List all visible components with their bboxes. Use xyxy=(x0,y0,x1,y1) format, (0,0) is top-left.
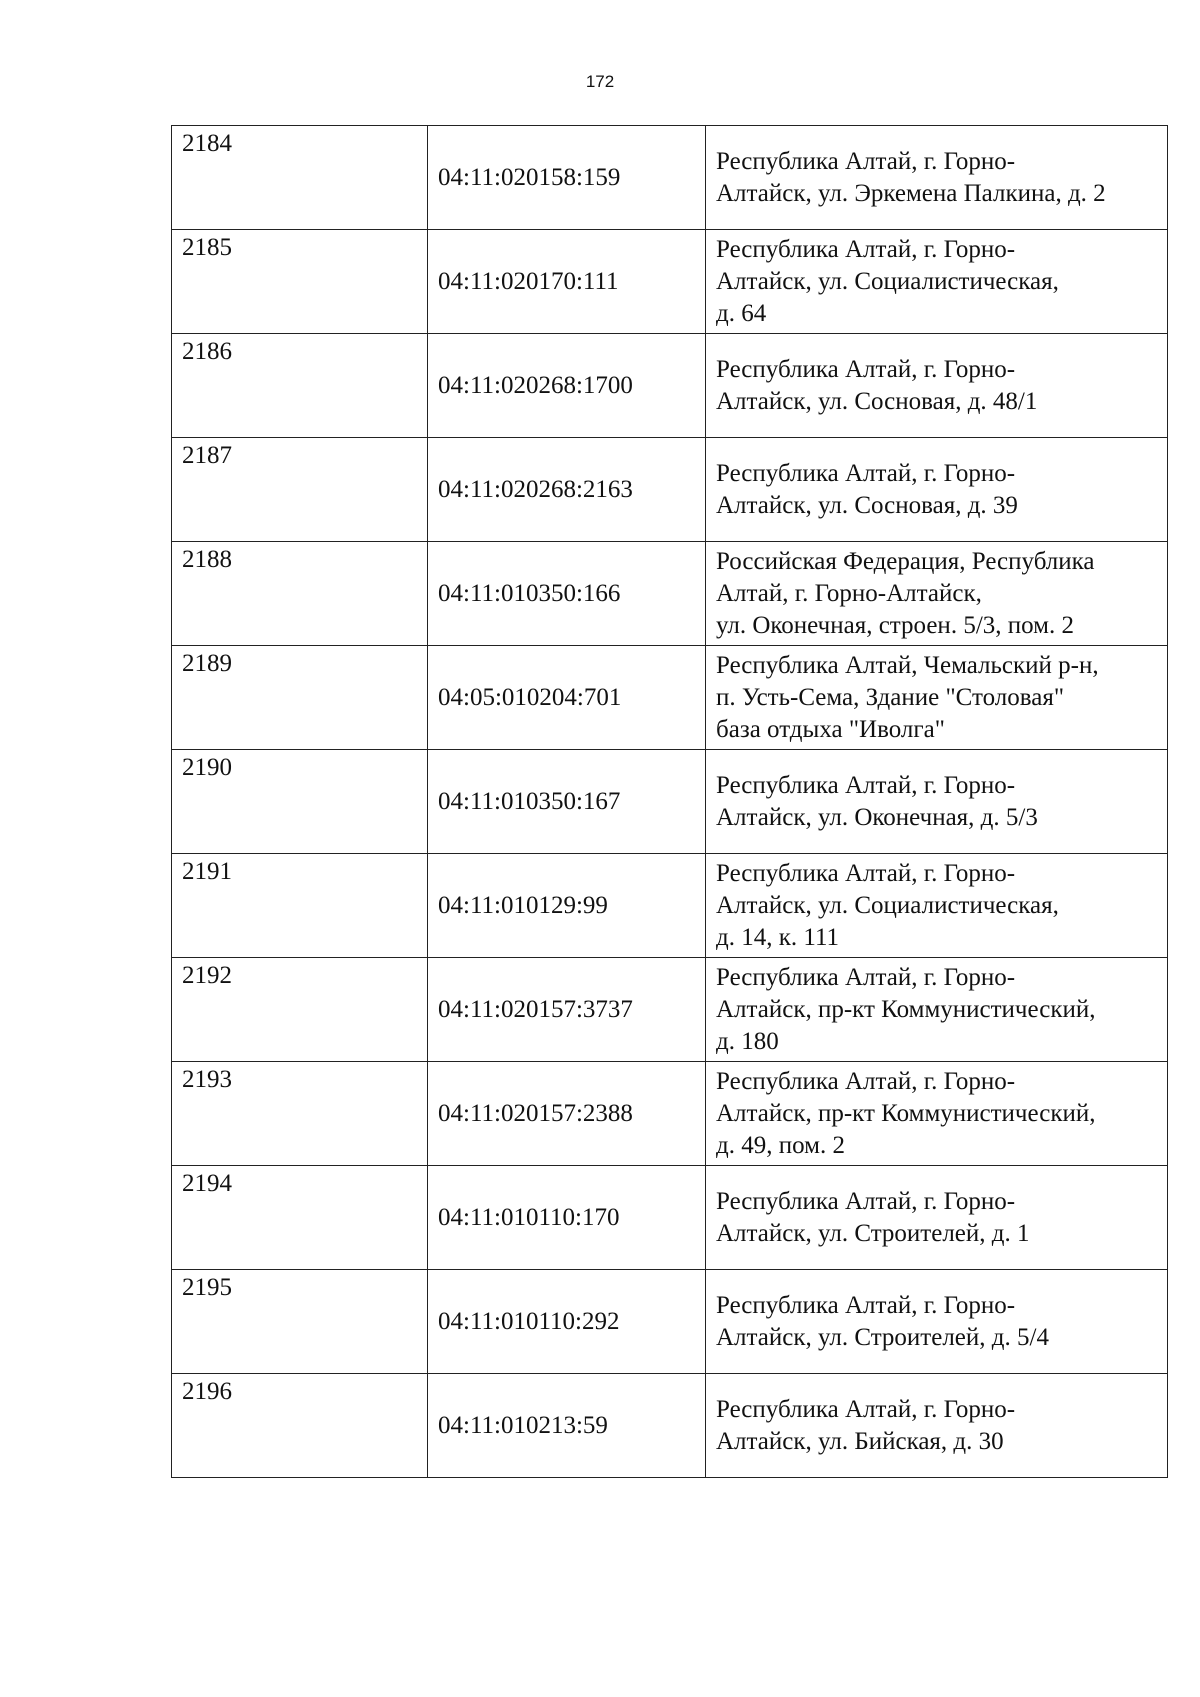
address-line: Республика Алтай, г. Горно- xyxy=(716,1395,1016,1423)
address-line: Республика Алтай, г. Горно- xyxy=(716,771,1016,799)
registry-table xyxy=(171,125,1168,1478)
cadastral-number-cell: 04:11:020158:159 xyxy=(428,126,706,230)
row-number-cell: 2186 xyxy=(172,334,428,438)
cadastral-number-cell: 04:11:020170:111 xyxy=(428,230,706,334)
cadastral-number-cell: 04:11:010110:170 xyxy=(428,1166,706,1270)
address-cell xyxy=(706,1270,1168,1374)
cadastral-number-cell: 04:11:010350:167 xyxy=(428,750,706,854)
address-line: Алтайск, ул. Строителей, д. 5/4 xyxy=(716,1323,1049,1351)
address-line: база отдыха "Иволга" xyxy=(716,715,945,743)
address-cell xyxy=(706,1062,1168,1166)
address-line: п. Усть-Сема, Здание "Столовая" xyxy=(716,683,1065,711)
registry-table-body xyxy=(172,126,1168,1478)
row-number-cell: 2184 xyxy=(172,126,428,230)
table-row xyxy=(172,126,1168,230)
address-cell xyxy=(706,542,1168,646)
address-cell xyxy=(706,230,1168,334)
address-line: Алтайск, ул. Оконечная, д. 5/3 xyxy=(716,803,1038,831)
address-line: Республика Алтай, г. Горно- xyxy=(716,1067,1016,1095)
cadastral-number-cell: 04:11:020157:3737 xyxy=(428,958,706,1062)
row-number-cell: 2196 xyxy=(172,1374,428,1478)
address-cell xyxy=(706,646,1168,750)
table-row xyxy=(172,1166,1168,1270)
address-line: Алтайск, ул. Сосновая, д. 39 xyxy=(716,491,1018,519)
address-cell xyxy=(706,438,1168,542)
address-line: Республика Алтай, г. Горно- xyxy=(716,963,1016,991)
address-line: Республика Алтай, г. Горно- xyxy=(716,1187,1016,1215)
address-line: Республика Алтай, г. Горно- xyxy=(716,859,1016,887)
cadastral-number-cell: 04:11:010213:59 xyxy=(428,1374,706,1478)
table-row xyxy=(172,646,1168,750)
table-row xyxy=(172,542,1168,646)
address-cell xyxy=(706,1166,1168,1270)
address-line: Алтайск, ул. Сосновая, д. 48/1 xyxy=(716,387,1038,415)
address-line: Алтайск, ул. Социалистическая, xyxy=(716,891,1059,919)
table-row xyxy=(172,1270,1168,1374)
address-line: Алтайск, ул. Бийская, д. 30 xyxy=(716,1427,1004,1455)
table-row xyxy=(172,750,1168,854)
table-row xyxy=(172,334,1168,438)
table-row xyxy=(172,1374,1168,1478)
address-line: Алтайск, ул. Эркемена Палкина, д. 2 xyxy=(716,179,1106,207)
address-line: д. 49, пом. 2 xyxy=(716,1131,845,1159)
address-cell xyxy=(706,126,1168,230)
row-number-cell: 2185 xyxy=(172,230,428,334)
address-line: Республика Алтай, г. Горно- xyxy=(716,459,1016,487)
row-number-cell: 2190 xyxy=(172,750,428,854)
table-row xyxy=(172,958,1168,1062)
cadastral-number-cell: 04:11:020157:2388 xyxy=(428,1062,706,1166)
row-number-cell: 2189 xyxy=(172,646,428,750)
row-number-cell: 2187 xyxy=(172,438,428,542)
address-cell xyxy=(706,334,1168,438)
address-cell xyxy=(706,1374,1168,1478)
address-line: Алтай, г. Горно-Алтайск, xyxy=(716,579,982,607)
table-row xyxy=(172,1062,1168,1166)
cadastral-number-cell: 04:11:010350:166 xyxy=(428,542,706,646)
address-line: д. 180 xyxy=(716,1027,779,1055)
row-number-cell: 2191 xyxy=(172,854,428,958)
address-line: Республика Алтай, г. Горно- xyxy=(716,1291,1016,1319)
address-line: Алтайск, ул. Социалистическая, xyxy=(716,267,1059,295)
row-number-cell: 2188 xyxy=(172,542,428,646)
cadastral-number-cell: 04:05:010204:701 xyxy=(428,646,706,750)
address-line: Российская Федерация, Республика xyxy=(716,547,1095,575)
address-line: Республика Алтай, г. Горно- xyxy=(716,355,1016,383)
row-number-cell: 2195 xyxy=(172,1270,428,1374)
cadastral-number-cell: 04:11:010110:292 xyxy=(428,1270,706,1374)
cadastral-number-cell: 04:11:020268:2163 xyxy=(428,438,706,542)
table-row xyxy=(172,230,1168,334)
address-line: Алтайск, пр-кт Коммунистический, xyxy=(716,1099,1096,1127)
address-line: д. 64 xyxy=(716,299,767,327)
address-line: Республика Алтай, г. Горно- xyxy=(716,235,1016,263)
address-line: Алтайск, ул. Строителей, д. 1 xyxy=(716,1219,1030,1247)
address-line: Республика Алтай, г. Горно- xyxy=(716,147,1016,175)
address-line: д. 14, к. 111 xyxy=(716,923,840,951)
address-cell xyxy=(706,958,1168,1062)
table-row xyxy=(172,438,1168,542)
cadastral-number-cell: 04:11:010129:99 xyxy=(428,854,706,958)
cadastral-number-cell: 04:11:020268:1700 xyxy=(428,334,706,438)
address-cell xyxy=(706,750,1168,854)
row-number-cell: 2194 xyxy=(172,1166,428,1270)
row-number-cell: 2192 xyxy=(172,958,428,1062)
page-number: 172 xyxy=(585,72,615,91)
address-cell xyxy=(706,854,1168,958)
table-row xyxy=(172,854,1168,958)
row-number-cell: 2193 xyxy=(172,1062,428,1166)
address-line: Алтайск, пр-кт Коммунистический, xyxy=(716,995,1096,1023)
address-line: Республика Алтай, Чемальский р-н, xyxy=(716,651,1099,679)
address-line: ул. Оконечная, строен. 5/3, пом. 2 xyxy=(716,611,1074,639)
